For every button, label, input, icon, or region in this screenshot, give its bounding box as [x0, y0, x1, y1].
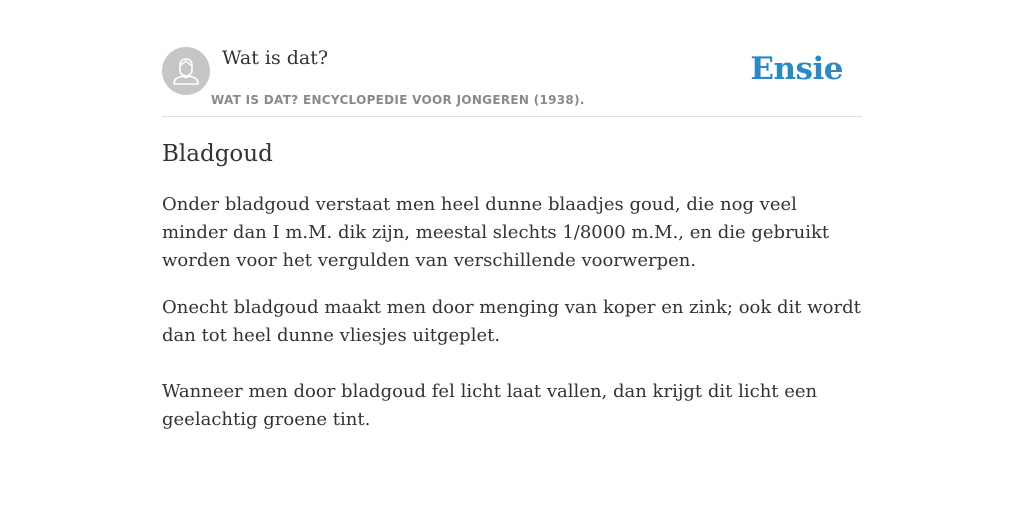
entry-header [162, 46, 862, 117]
article-body [162, 191, 862, 434]
ensie-logo[interactable]: Ensie [750, 51, 843, 87]
user-silhouette-icon [162, 47, 210, 95]
user-avatar-icon[interactable] [162, 47, 210, 95]
article-paragraph: Wanneer men door bladgoud fel licht laat vallen, dan krijgt dit licht een geelachtig groene tint. [162, 381, 818, 430]
article-paragraph: Onder bladgoud verstaat men heel dunne blaadjes goud, die nog veel minder dan I m.M. dik zijn, meestal slechts 1/8000 m.M., en die gebruikt worden voor het vergulden van verschillende voorwerpen. [162, 194, 830, 271]
source-subtitle[interactable]: WAT IS DAT? ENCYCLOPEDIE VOOR JONGEREN (1938). [211, 93, 585, 107]
article [162, 138, 862, 434]
article-paragraph: Onecht bladgoud maakt men door menging van koper en zink; ook dit wordt dan tot heel dunne vliesjes uitgeplet. [162, 297, 861, 346]
article-title: Bladgoud [162, 141, 273, 167]
source-title[interactable]: Wat is dat? [222, 47, 329, 69]
